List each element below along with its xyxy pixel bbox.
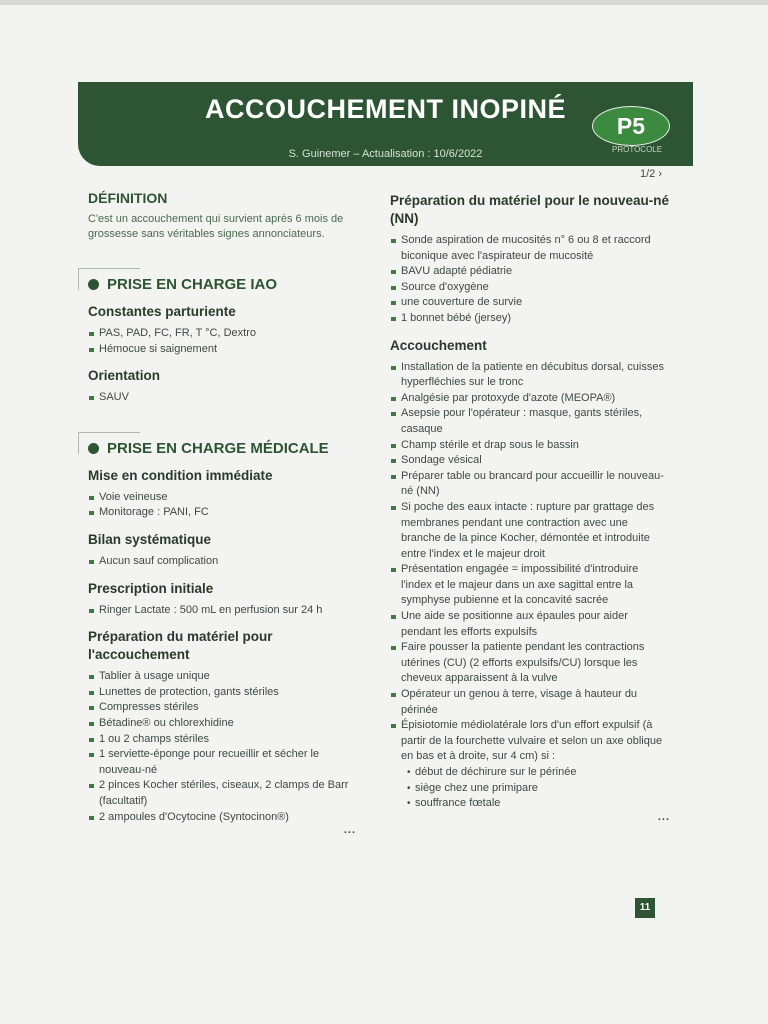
definition-text: C'est un accouchement qui survient après 6 mois de grossesse sans véritables signes annonciateurs. — [88, 213, 344, 240]
accouchement-title: Accouchement — [390, 337, 487, 353]
list-item: 2 pinces Kocher stériles, ciseaux, 2 clamps de Barr (facultatif) — [88, 778, 356, 809]
bullet-dot-icon — [88, 279, 99, 290]
continued-ellipsis: ... — [343, 824, 356, 837]
list-item: 2 ampoules d'Ocytocine (Syntocinon®) — [88, 810, 356, 826]
left-column — [88, 190, 356, 835]
section-frame-vertical — [78, 432, 79, 454]
section-title-medicale — [88, 440, 356, 457]
materiel-accouchement-list — [88, 669, 356, 825]
right-column — [390, 190, 670, 822]
list-item: Asepsie pour l'opérateur : masque, gants stériles, casaque — [390, 406, 670, 437]
list-item: Opérateur un genou à terre, visage à hauteur du périnée — [390, 687, 670, 718]
page-indicator: 1/2 › — [640, 168, 663, 180]
section-title-medicale-text: PRISE EN CHARGE MÉDICALE — [107, 439, 329, 457]
list-item: 1 bonnet bébé (jersey) — [390, 311, 670, 327]
list-item: Analgésie par protoxyde d'azote (MEOPA®) — [390, 391, 670, 407]
list-item: Champ stérile et drap sous le bassin — [390, 438, 670, 454]
list-item: • siège chez une primipare — [404, 781, 670, 797]
accouchement-list — [390, 360, 670, 765]
section-medicale — [88, 432, 356, 835]
list-item: Installation de la patiente en décubitus dorsal, cuisses hyperfléchies sur le tronc — [390, 360, 670, 391]
materiel-nn-title: Préparation du matériel pour le nouveau-né (NN) — [390, 193, 670, 226]
list-item: Monitorage : PANI, FC — [88, 505, 356, 521]
list-item: 1 serviette-éponge pour recueillir et sécher le nouveau-né — [88, 747, 356, 778]
list-item: Aucun sauf complication — [88, 554, 356, 570]
list-item: • début de déchirure sur le périnée — [404, 765, 670, 781]
list-item: Sonde aspiration de mucosités n° 6 ou 8 et raccord biconique avec l'aspirateur de mucosité — [390, 233, 670, 264]
list-item: Compresses stériles — [88, 700, 356, 716]
page-subtitle: S. Guinemer – Actualisation : 10/6/2022 — [288, 148, 483, 160]
list-item: PAS, PAD, FC, FR, T °C, Dextro — [88, 326, 356, 342]
list-item: Si poche des eaux intacte : rupture par grattage des membranes pendant une contraction avec une branche de la pince Kocher, démontée et introduite entre l'index et le majeur droit — [390, 500, 670, 562]
list-item: SAUV — [88, 390, 356, 406]
list-item: Présentation engagée = impossibilité d'introduire l'index et le majeur dans un axe sagittal entre la symphyse pubienne et la concavité sacrée — [390, 562, 670, 609]
orientation-list — [88, 390, 356, 406]
prescription-list — [88, 603, 356, 619]
list-item: Sondage vésical — [390, 453, 670, 469]
list-item: Hémocue si saignement — [88, 342, 356, 358]
bullet-dot-icon — [88, 443, 99, 454]
list-item: Une aide se positionne aux épaules pour aider pendant les efforts expulsifs — [390, 609, 670, 640]
bilan-title: Bilan systématique — [88, 531, 212, 547]
mise-list — [88, 490, 356, 521]
materiel-nn-list — [390, 233, 670, 327]
list-item: une couverture de survie — [390, 295, 670, 311]
section-title-iao-text: PRISE EN CHARGE IAO — [107, 276, 278, 293]
orientation-title: Orientation — [88, 368, 161, 384]
list-item: Source d'oxygène — [390, 280, 670, 296]
page-number: 11 — [635, 898, 655, 918]
protocol-badge: P5 — [592, 106, 670, 146]
scan-top-edge — [0, 0, 768, 5]
bilan-list — [88, 554, 356, 570]
constantes-list — [88, 326, 356, 357]
list-item: Faire pousser la patiente pendant les contractions utérines (CU) (2 efforts expulsifs/CU) lorsque les cheveux apparaissent à la vulve — [390, 640, 670, 687]
section-frame-horizontal — [78, 268, 140, 269]
list-item: Préparer table ou brancard pour accueillir le nouveau-né (NN) — [390, 469, 670, 500]
list-item: Ringer Lactate : 500 mL en perfusion sur 24 h — [88, 603, 356, 619]
section-frame-vertical — [78, 268, 79, 290]
list-item: Voie veineuse — [88, 490, 356, 506]
list-item: Lunettes de protection, gants stériles — [88, 685, 356, 701]
definition-title: DÉFINITION — [88, 190, 168, 206]
continued-ellipsis: ... — [657, 810, 670, 823]
list-item: BAVU adapté pédiatrie — [390, 264, 670, 280]
list-item: Tablier à usage unique — [88, 669, 356, 685]
section-title-iao — [88, 276, 356, 293]
prescription-title: Prescription initiale — [88, 580, 214, 596]
mise-title: Mise en condition immédiate — [88, 467, 273, 483]
episiotomie-conditions-list — [404, 765, 670, 812]
materiel-accouchement-title: Préparation du matériel pour l'accouchement — [88, 629, 273, 663]
list-item: Bétadine® ou chlorexhidine — [88, 716, 356, 732]
list-item: • souffrance fœtale — [404, 796, 670, 812]
list-item: 1 ou 2 champs stériles — [88, 732, 356, 748]
protocol-badge-note: PROTOCOLE — [612, 145, 663, 154]
page-title: ACCOUCHEMENT INOPINÉ — [204, 94, 566, 124]
list-item: Épisiotomie médiolatérale lors d'un effort expulsif (à partir de la fourchette vulvaire et selon un axe oblique en bas et à droite, sur 4 cm) si : — [390, 718, 670, 765]
constantes-title: Constantes parturiente — [88, 304, 236, 319]
section-frame-horizontal — [78, 432, 140, 433]
section-iao — [88, 268, 356, 406]
